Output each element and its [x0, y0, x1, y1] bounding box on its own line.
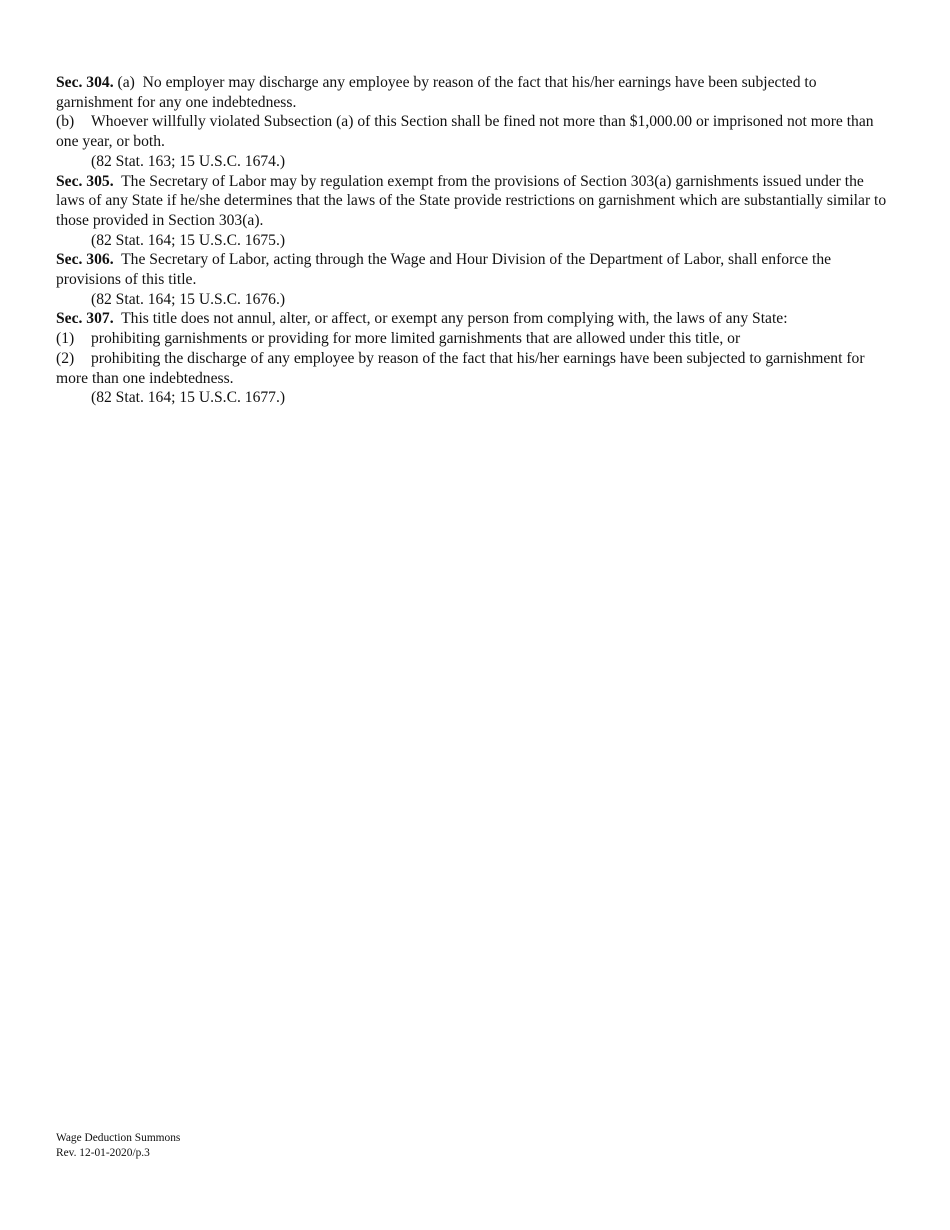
section-304-a — [56, 73, 896, 112]
section-307-citation: (82 Stat. 164; 15 U.S.C. 1677.) — [91, 389, 286, 407]
section-305 — [56, 172, 896, 231]
section-304-label: Sec. 304. — [56, 74, 114, 91]
section-307-item-2-text: prohibiting the discharge of any employee by reason of the fact that his/her earnings have been subjected to garnishment for more than one indebtedness. — [56, 349, 865, 387]
section-305-text: The Secretary of Labor may by regulation exempt from the provisions of Section 303(a) garnishments issued under the laws of any State if he/she determines that the laws of the State provide restrictions on garnishment which are substantially similar to those provided in Section 303(a). — [56, 172, 887, 229]
section-306-citation: (82 Stat. 164; 15 U.S.C. 1676.) — [91, 290, 286, 308]
footer-revision: Rev. 12-01-2020/p.3 — [56, 1146, 150, 1159]
section-307-item-1 — [56, 329, 896, 349]
section-304-a-label: (a) — [117, 74, 135, 91]
section-304-b-label: (b) — [56, 113, 75, 131]
section-304-b — [56, 112, 896, 151]
section-305-citation: (82 Stat. 164; 15 U.S.C. 1675.) — [91, 231, 286, 249]
page-footer — [56, 1131, 180, 1160]
section-306-text: The Secretary of Labor, acting through the Wage and Hour Division of the Department of Labor, shall enforce the provisions of this title. — [56, 251, 832, 289]
section-307-item-2 — [56, 349, 896, 388]
section-304-a-text: No employer may discharge any employee by reason of the fact that his/her earnings have been subjected to garnishment for any one indebtedness. — [56, 74, 817, 111]
section-306-label: Sec. 306. — [56, 251, 114, 269]
section-306 — [56, 250, 896, 289]
section-307-item-1-text: prohibiting garnishments or providing for more limited garnishments that are allowed under this title, or — [91, 330, 741, 348]
section-304-citation: (82 Stat. 163; 15 U.S.C. 1674.) — [91, 152, 286, 170]
section-307-text: This title does not annul, alter, or affect, or exempt any person from complying with, the laws of any State: — [121, 310, 788, 328]
section-305-label: Sec. 305. — [56, 172, 114, 190]
section-307-item-1-label: (1) — [56, 330, 75, 348]
section-304-b-text: Whoever willfully violated Subsection (a) of this Section shall be fined not more than $1,000.00 or imprisoned not more than one year, or both. — [56, 113, 874, 151]
document-body — [56, 73, 896, 408]
footer-form-name: Wage Deduction Summons — [56, 1132, 181, 1144]
section-307-item-2-label: (2) — [56, 349, 75, 367]
section-307 — [56, 309, 896, 329]
section-307-label: Sec. 307. — [56, 310, 114, 328]
